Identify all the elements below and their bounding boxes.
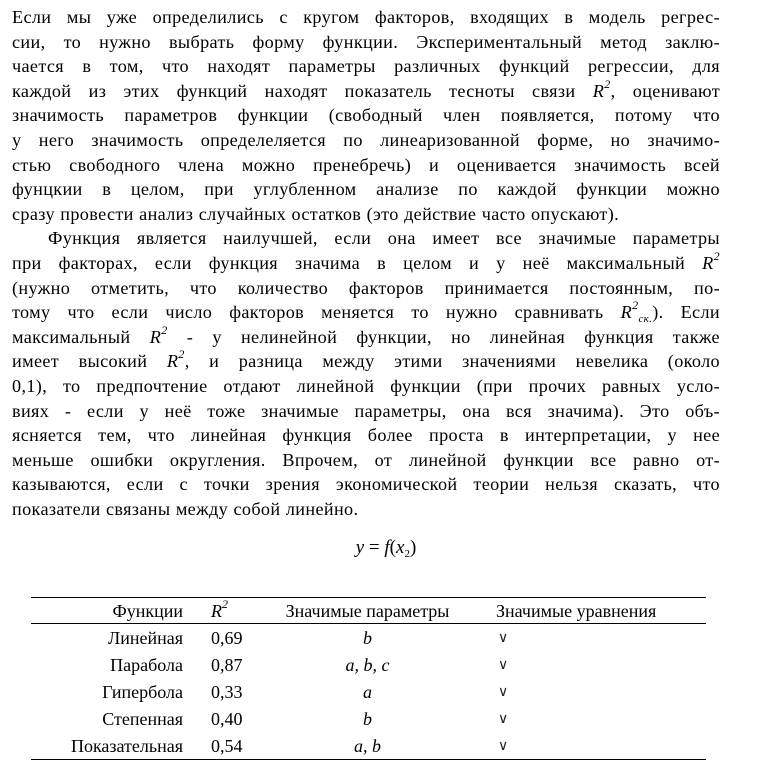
- text-line: стью свободного члена можно пренебречь) и оценивается значимость всей: [12, 154, 720, 175]
- cell-r-squared: 0,40: [211, 708, 243, 729]
- text-line: виях - если у неё тоже значимые параметры, она вся значима). Это объ-: [12, 400, 720, 421]
- text-line: у него значимость определеляется по линеаризованной форме, но значимо-: [12, 129, 720, 150]
- cell-function: Парабола: [110, 654, 183, 675]
- cell-r-squared: 0,54: [211, 735, 243, 756]
- table-row: [31, 678, 706, 705]
- text-line: показатели связаны между собой линейно.: [12, 498, 359, 519]
- text-line: казываются, если с точки зрения экономической теории нельзя сказать, что: [12, 474, 720, 495]
- text-line: Если мы уже определились с кругом факторов, входящих в модель регрес-: [12, 7, 720, 27]
- table-row: [31, 732, 706, 760]
- text-line: Функция является наилучшей, если она имеет все значимые параметры: [48, 228, 720, 249]
- document-page: [12, 0, 720, 521]
- checkmark-icon: ∨: [498, 712, 509, 727]
- text-line: фунцкии в целом, при углубленном анализе по каждой функции можно: [12, 179, 720, 200]
- cell-params: b: [363, 708, 372, 729]
- text-line: сии, то нужно выбрать форму функции. Экспериментальный метод заклю-: [12, 31, 720, 52]
- table-row: [31, 705, 706, 732]
- table-row: [31, 651, 706, 678]
- cell-function: Гипербола: [102, 681, 183, 702]
- header-functions: Функции: [112, 600, 183, 621]
- table-row: [31, 624, 706, 652]
- text-line: ясняется тем, что линейная функция более проста в интерпретации, у нее: [12, 425, 720, 446]
- display-formula: $y = f(x_2)$: [355, 537, 417, 560]
- r-squared-symbol: $R^2$: [702, 248, 720, 273]
- header-significant-equations: Значимые уравнения: [496, 600, 657, 621]
- r-squared-symbol: $R^2$: [149, 322, 168, 347]
- checkmark-icon: ∨: [498, 739, 509, 754]
- cell-r-squared: 0,33: [211, 681, 243, 702]
- paragraph-best-function: [12, 226, 720, 521]
- text-line: меньше ошибки округления. Впрочем, от линейной функции все равно от-: [12, 449, 720, 470]
- cell-r-squared: 0,87: [211, 654, 243, 675]
- text-line: тому что если число факторов меняется то нужно сравнивать $R^2_{ск.}$). Если: [12, 298, 720, 326]
- cell-params: a, b, c: [345, 654, 390, 675]
- header-r-squared: $R^2$: [211, 596, 228, 621]
- cell-function: Степенная: [102, 708, 183, 729]
- text-line: каждой из этих функций находят показатель тесноты связи $R^2$, оценивают: [12, 76, 720, 101]
- checkmark-icon: ∨: [498, 658, 509, 673]
- cell-r-squared: 0,69: [211, 627, 243, 648]
- text-line: (нужно отметить, что количество факторов принимается постоянным, по-: [12, 277, 720, 298]
- cell-params: a, b: [354, 735, 381, 756]
- cell-function: Показательная: [70, 735, 183, 756]
- text-line: чается в том, что находят параметры различных функций регрессии, для: [12, 56, 720, 77]
- cell-function: Линейная: [108, 627, 183, 648]
- table-header-row: [31, 598, 706, 624]
- cell-params: a: [363, 681, 372, 702]
- text-line: 0,1), то предпочтение отдают линейной функции (при прочих равных усло-: [12, 375, 720, 396]
- text-line: максимальный $R^2$ - у нелинейной функции, но линейная функция также: [12, 322, 720, 347]
- r-squared-symbol: $R^2$: [166, 347, 185, 372]
- regression-functions-table: [31, 597, 706, 760]
- checkmark-icon: ∨: [498, 685, 509, 700]
- r-squared-symbol: $R^2$: [592, 76, 611, 101]
- adjusted-r-squared-symbol: $R^2_{ск.}$: [620, 298, 653, 326]
- checkmark-icon: ∨: [498, 631, 509, 646]
- text-line: имеет высокий $R^2$, и разница между этими значениями невелика (около: [12, 347, 720, 372]
- text-line: значимость параметров функции (свободный член появляется, потому что: [12, 105, 720, 126]
- paragraph-method: [12, 0, 720, 226]
- text-line: сразу провести анализ случайных остатков (это действие часто опускают).: [12, 203, 620, 224]
- cell-params: b: [363, 627, 372, 648]
- text-line: при факторах, если функция значима в целом и у неё максимальный $R^2$: [12, 248, 720, 273]
- header-significant-params: Значимые параметры: [285, 600, 450, 621]
